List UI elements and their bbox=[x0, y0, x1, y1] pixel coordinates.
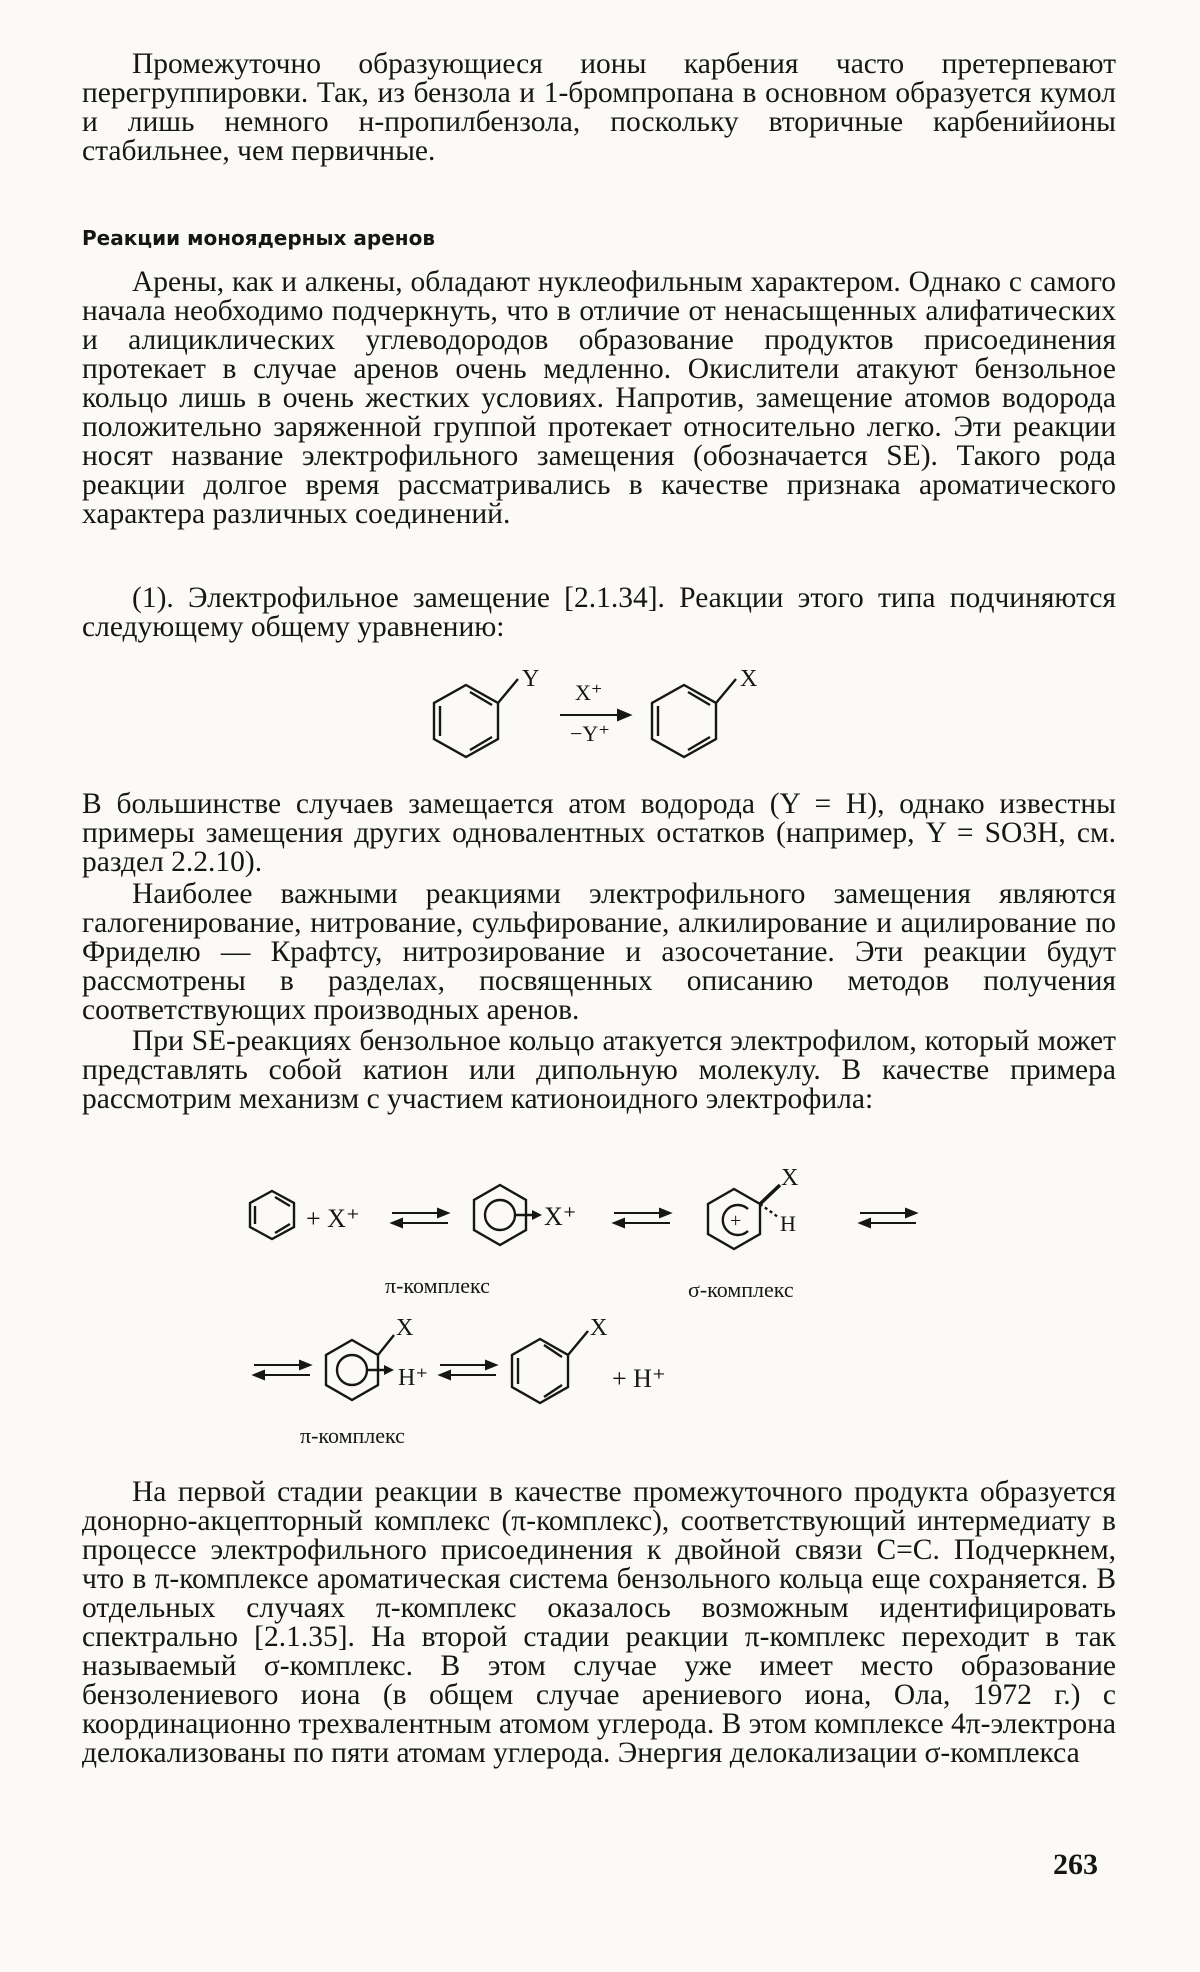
plus-charge: + bbox=[730, 1210, 742, 1232]
equilibrium-arrow bbox=[254, 1361, 310, 1379]
paragraph-mechanism-intro: При SE-реакциях бензольное кольцо атакуется электрофилом, который может представлять собой катион или дипольную молекулу. В качестве примера рассмотрим механизм с участием катионоидного электрофила: bbox=[82, 1025, 1116, 1115]
sigma-x: X bbox=[781, 1165, 799, 1191]
mechanism-scheme bbox=[240, 1165, 960, 1448]
pi-complex-arrowhead bbox=[532, 1210, 542, 1220]
equilibrium-arrow bbox=[860, 1209, 916, 1227]
benzene-ring-right bbox=[652, 679, 736, 757]
sigma-complex-ring bbox=[708, 1185, 780, 1249]
paragraph-important-reactions: Наиболее важными реакциями электрофильного замещения являются галогенирование, нитрование, сульфирование, алкилирование и ацилирование по Фриделю — Крафтсу, нитрозирование и азосочетание. Эти реакции будут рассмотрены в разделах, посвященных описанию методов получения соответствующих производных аренов. bbox=[82, 878, 1116, 1026]
plus-electrophile: + X⁺ bbox=[306, 1204, 360, 1233]
paragraph-carbenium: Промежуточно образующиеся ионы карбения часто претерпевают перегруппировки. Так, из бензола и 1-бромпропана в основном образуется кумол и лишь немного н-пропилбензола, поскольку вторичные карбенийионы стабильнее, чем первичные. bbox=[82, 48, 1116, 167]
pi-complex-2-arrowhead bbox=[384, 1365, 394, 1375]
benzene-ring bbox=[250, 1191, 294, 1239]
section-heading: Реакции моноядерных аренов bbox=[82, 226, 435, 250]
proton-h-plus: H⁺ bbox=[398, 1365, 428, 1391]
substituent-x: X bbox=[740, 666, 758, 692]
paragraph-arenes-intro: Арены, как и алкены, обладают нуклеофильным характером. Однако с самого начала необходимо подчеркнуть, что в отличие от ненасыщенных алифатических и алициклических углеводородов образование продуктов присоединения протекает в случае аренов очень медленно. Окислители атакуют бензольное кольцо лишь в очень жестких условиях. Напротив, замещение атомов водорода положительно заряженной группой протекает относительно легко. Эти реакции носят название электрофильного замещения (обозначается SE). Такого рода реакции долгое время рассматривались в качестве признака ароматического характера различных соединений. bbox=[82, 266, 1116, 530]
equilibrium-arrow bbox=[392, 1209, 448, 1227]
reaction-arrow bbox=[560, 710, 630, 720]
reagent-leaving-group: −Y⁺ bbox=[570, 721, 610, 746]
pi2-x: X bbox=[396, 1315, 414, 1341]
pi-complex-ring-2 bbox=[326, 1335, 394, 1400]
page-number: 263 bbox=[1053, 1848, 1098, 1881]
benzene-ring-left bbox=[434, 679, 518, 757]
substituent-y: Y bbox=[522, 666, 540, 692]
reagent-electrophile: X⁺ bbox=[575, 680, 603, 705]
product-ring bbox=[512, 1331, 588, 1403]
equilibrium-arrow bbox=[614, 1209, 670, 1227]
pi-complex-label-2: π-комплекс bbox=[300, 1423, 405, 1448]
paragraph-complexes: На первой стадии реакции в качестве промежуточного продукта образуется донорно-акцепторный комплекс (π-комплекс), соответствующий интермедиату в процессе электрофильного присоединения к двойной связи C=C. Подчеркнем, что в π-комплексе ароматическая система бензольного кольца еще сохраняется. В отдельных случаях π-комплекс оказалось возможным идентифицировать спектрально [2.1.35]. На второй стадии реакции π-комплекс переходит в так называемый σ-комплекс. В этом случае уже имеет место образование бензолениевого иона (в общем случае арениевого иона, Ола, 1972 г.) с координационно трехвалентным атомом углерода. В этом комплексе 4π-электрона делокализованы по пяти атомам углерода. Энергия делокализации σ-комплекса bbox=[82, 1476, 1116, 1769]
pi-complex-ring bbox=[474, 1185, 538, 1245]
product-x: X bbox=[590, 1315, 608, 1341]
sigma-h: H bbox=[780, 1211, 796, 1236]
paragraph-hydrogen-replacement: В большинстве случаев замещается атом водорода (Y = H), однако известны примеры замещения других одновалентных остатков (например, Y = SO3H, см. раздел 2.2.10). bbox=[82, 788, 1116, 878]
sigma-complex-label: σ-комплекс bbox=[688, 1277, 794, 1302]
pi-complex-label: π-комплекс bbox=[385, 1273, 490, 1298]
substitution-scheme bbox=[420, 665, 800, 785]
electrophile-x-plus: X⁺ bbox=[544, 1202, 577, 1231]
paragraph-electrophilic-substitution: (1). Электрофильное замещение [2.1.34]. Реакции этого типа подчиняются следующему общему уравнению: bbox=[82, 582, 1116, 643]
plus-proton: + H⁺ bbox=[612, 1364, 666, 1393]
equilibrium-arrow bbox=[440, 1361, 496, 1379]
